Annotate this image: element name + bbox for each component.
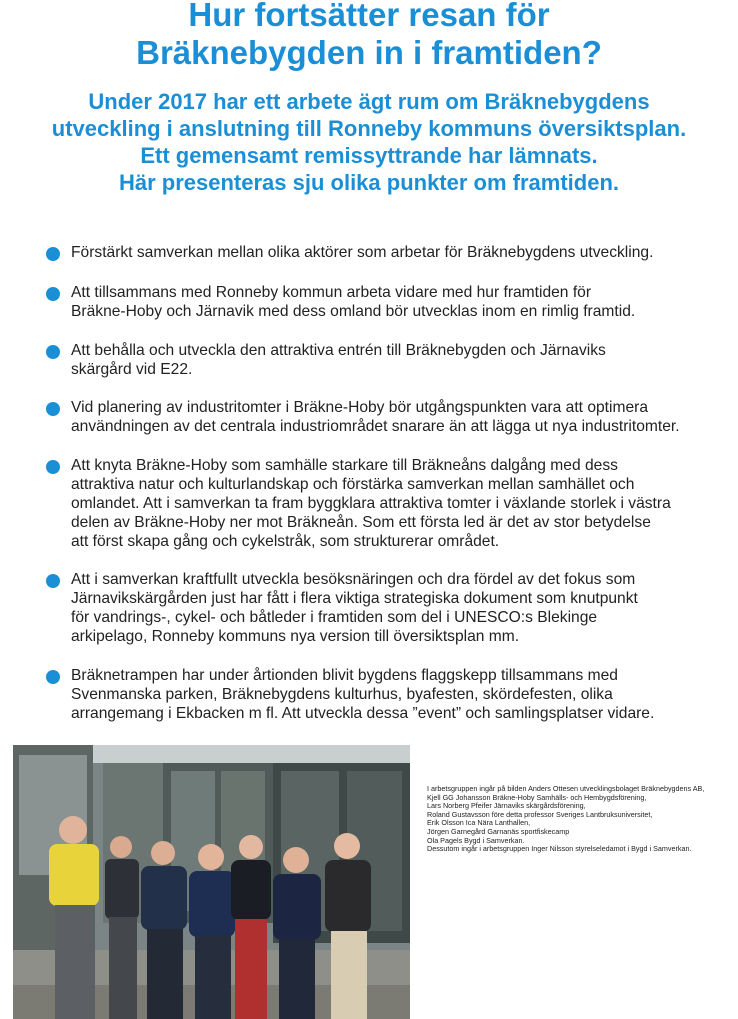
bullet-text: Att i samverkan kraftfullt utveckla besöksnäringen och dra fördel av det fokus som Järnavikskärgården just har fått i flera viktiga strategiska dokument som knutpunkt för vandrings-, cykel- och båtleder i framtiden som del i UNESCO:s Blekinge arkipelago, Ronneby kommuns nya version till översiktsplan mm.: [71, 571, 638, 645]
bullet-dot-icon: [46, 574, 60, 588]
bullet-text: Vid planering av industritomter i Bräkne-Hoby bör utgångspunkten vara att optimera användningen av det centrala industriområdet snarare än att lägga ut nya industritomter.: [71, 399, 680, 435]
bullet-text: Att knyta Bräkne-Hoby som samhälle starkare till Bräkneåns dalgång med dess attraktiva natur och kulturlandskap och förstärka samverkan mellan samhället och omlandet. Att i samverkan ta fram byggklara attraktiva tomter i växlande storlek i västra delen av Bräkne-Hoby ner mot Bräkneån. Som ett första led är det av stor betydelse att först skapa gång och cykelstråk, som strukturerar området.: [71, 457, 671, 550]
bullet-dot-icon: [46, 247, 60, 261]
bullet-dot-icon: [46, 287, 60, 301]
page-title: Hur fortsätter resan för Bräknebygden in i framtiden?: [136, 0, 602, 71]
photo-caption: I arbetsgruppen ingår på bilden Anders Ottesen utvecklingsbolaget Bräknebygdens AB, Kjell GG Johansson Bräkne-Hoby Samhälls- och Hembygdsförening, Lars Norberg Pfeifer Järnaviks skärgårdsförening, Roland Gustavsson före detta professor Sveriges Lantbruksuniversitet, Erik Olsson Ica Nära Lanthallen, Jörgen Garnegård Garnanäs sportfiskecamp Ola Pagels Bygd i Samverkan. Dessutom ingår i arbetsgruppen Inger Nilsson styrelseledamot i Bygd i Samverkan.: [427, 784, 705, 854]
bullet-dot-icon: [46, 345, 60, 359]
bullet-dot-icon: [46, 402, 60, 416]
bullet-dot-icon: [46, 460, 60, 474]
bullet-dot-icon: [46, 670, 60, 684]
group-photo: [13, 745, 410, 1019]
bullet-text: Att tillsammans med Ronneby kommun arbeta vidare med hur framtiden för Bräkne-Hoby och Järnavik med dess omland bör utvecklas inom en rimlig framtid.: [71, 284, 636, 320]
bullet-text: Bräknetrampen har under årtionden blivit bygdens flaggskepp tillsammans med Svenmanska parken, Bräknebygdens kulturhus, byafesten, skördefesten, olika arrangemang i Ekbacken m fl. Att utveckla dessa ”event” och samlingsplatser vidare.: [71, 667, 655, 722]
page-subtitle: Under 2017 har ett arbete ägt rum om Bräknebygdens utveckling i anslutning till Ronneby kommuns översiktsplan. Ett gemensamt remissyttrande har lämnats. Här presenteras sju olika punkter om framtiden.: [51, 89, 687, 195]
bullet-text: Förstärkt samverkan mellan olika aktörer som arbetar för Bräknebygdens utveckling.: [71, 244, 654, 261]
group-photo-illustration: [13, 745, 410, 1019]
bullet-text: Att behålla och utveckla den attraktiva entrén till Bräknebygden och Järnaviks skärgård vid E22.: [71, 342, 606, 378]
